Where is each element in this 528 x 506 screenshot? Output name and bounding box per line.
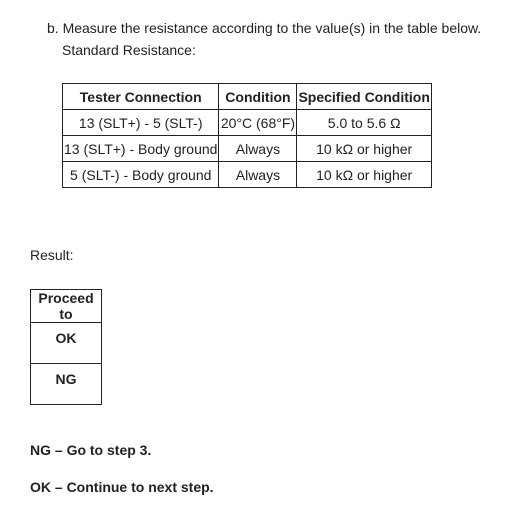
table-row bbox=[63, 162, 432, 188]
table-header-row bbox=[63, 84, 432, 110]
cell-condition: Always bbox=[219, 162, 297, 188]
result-label: Result: bbox=[30, 247, 74, 263]
cell-specified-condition: 10 kΩ or higher bbox=[297, 136, 431, 162]
ok-outcome: OK – Continue to next step. bbox=[30, 479, 214, 495]
header-tester-connection: Tester Connection bbox=[63, 84, 219, 110]
cell-tester-connection: 13 (SLT+) - Body ground bbox=[63, 136, 219, 162]
proceed-option-ok: OK bbox=[31, 323, 102, 364]
table-row bbox=[31, 323, 102, 364]
proceed-header-row bbox=[31, 290, 102, 323]
cell-specified-condition: 5.0 to 5.6 Ω bbox=[297, 110, 431, 136]
table-row bbox=[63, 136, 432, 162]
cell-tester-connection: 13 (SLT+) - 5 (SLT-) bbox=[63, 110, 219, 136]
standard-resistance-label: Standard Resistance: bbox=[62, 42, 196, 58]
proceed-to-header: Proceed to bbox=[31, 290, 102, 323]
cell-tester-connection: 5 (SLT-) - Body ground bbox=[63, 162, 219, 188]
proceed-to-table bbox=[30, 289, 102, 405]
proceed-option-ng: NG bbox=[31, 364, 102, 405]
cell-condition: Always bbox=[219, 136, 297, 162]
cell-specified-condition: 10 kΩ or higher bbox=[297, 162, 431, 188]
table-row bbox=[31, 364, 102, 405]
cell-condition: 20°C (68°F) bbox=[219, 110, 297, 136]
resistance-spec-table bbox=[62, 83, 432, 188]
header-condition: Condition bbox=[219, 84, 297, 110]
step-instruction: b. Measure the resistance according to the value(s) in the table below. bbox=[47, 20, 482, 36]
ng-outcome: NG – Go to step 3. bbox=[30, 442, 152, 458]
header-specified-condition: Specified Condition bbox=[297, 84, 431, 110]
table-row bbox=[63, 110, 432, 136]
